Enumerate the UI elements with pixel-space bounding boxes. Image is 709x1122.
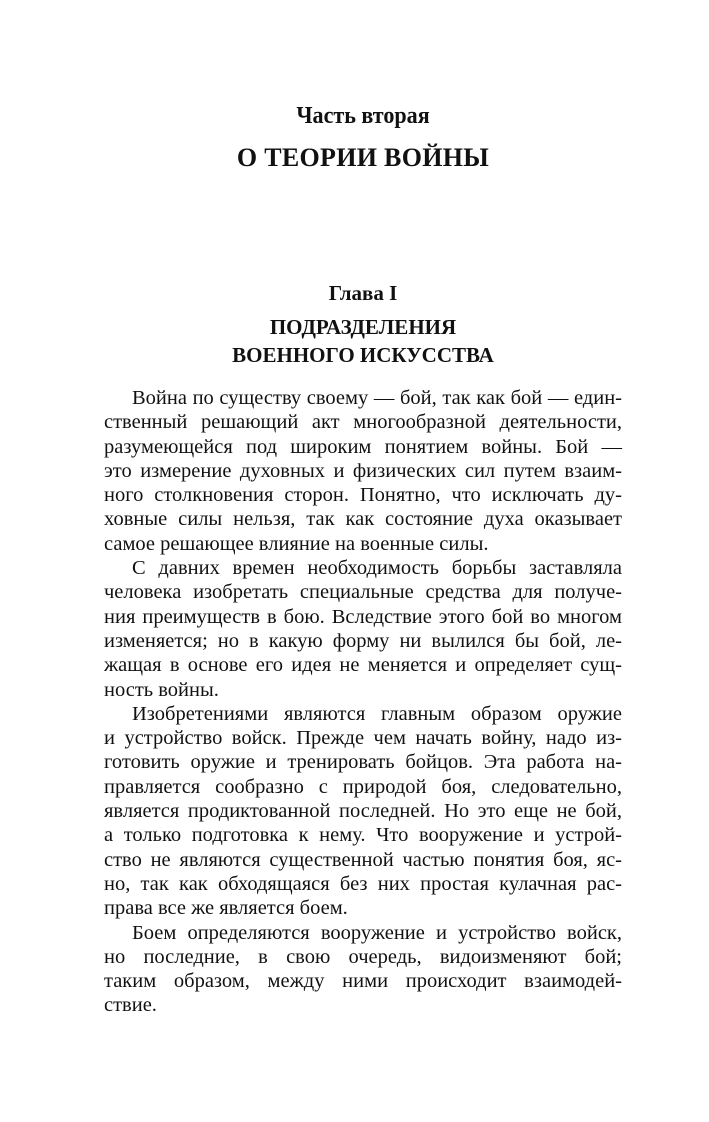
text-line: является продиктованной последней. Но это еще не бой, (104, 800, 622, 823)
text-line: человека изобретать специальные средства для получе- (104, 581, 622, 604)
text-line: готовить оружие и тренировать бойцов. Эта работа на- (104, 751, 622, 774)
text-line: Изобретениями являются главным образом оружие (132, 702, 622, 725)
text-line: изменяется; но в какую форму ни вылился бы бой, ле- (104, 629, 622, 652)
text-line: Боем определяются вооружение и устройство войск, (132, 921, 622, 944)
chapter-title-line-2: ВОЕННОГО ИСКУССТВА (232, 343, 494, 367)
text-line: права все же является боем. (104, 897, 348, 920)
text-line: это измерение духовных и физических сил путем взаим- (104, 459, 622, 482)
text-line: ность войны. (104, 678, 219, 701)
text-line: ствие. (104, 994, 157, 1017)
chapter-number: Глава I (328, 281, 398, 305)
text-line: самое решающее влияние на военные силы. (104, 532, 489, 555)
body-text (104, 386, 622, 1018)
text-line: и устройство войск. Прежде чем начать войну, надо из- (104, 727, 622, 750)
text-line: правляется сообразно с природой боя, следовательно, (104, 775, 622, 798)
part-title: О ТЕОРИИ ВОЙНЫ (236, 143, 490, 172)
paragraph (104, 702, 622, 921)
paragraph (104, 556, 622, 702)
text-line: ного столкновения сторон. Понятно, что исключать ду- (104, 484, 622, 507)
text-line: но последние, в свою очередь, видоизменяют бой; (104, 945, 622, 968)
text-line: Война по существу своему — бой, так как бой — един- (132, 387, 622, 409)
text-line: разумеющейся под широким понятием войны. Бой — (104, 435, 622, 458)
text-line: но, так как обходящаяся без них простая кулачная рас- (104, 872, 622, 895)
text-line: ство не являются существенной частью понятия боя, яс- (104, 848, 622, 871)
paragraph (104, 921, 622, 1018)
chapter-title (104, 313, 622, 369)
chapter-title-line-1: ПОДРАЗДЕЛЕНИЯ (269, 315, 457, 339)
text-line: ния преимуществ в бою. Вследствие этого бой во многом (104, 605, 622, 628)
text-line: ственный решающий акт многообразной деятельности, (104, 411, 622, 434)
text-line: жащая в основе его идея не меняется и определяет сущ- (104, 654, 622, 677)
book-page (104, 0, 622, 1122)
text-line: а только подготовка к нему. Что вооружение и устрой- (104, 824, 622, 847)
part-label: Часть вторая (296, 103, 430, 129)
text-line: С давних времен необходимость борьбы заставляла (132, 557, 622, 580)
text-line: таким образом, между ними происходит взаимодей- (104, 970, 622, 993)
text-line: ховные силы нельзя, так как состояние духа оказывает (104, 508, 622, 531)
paragraph (104, 386, 622, 556)
